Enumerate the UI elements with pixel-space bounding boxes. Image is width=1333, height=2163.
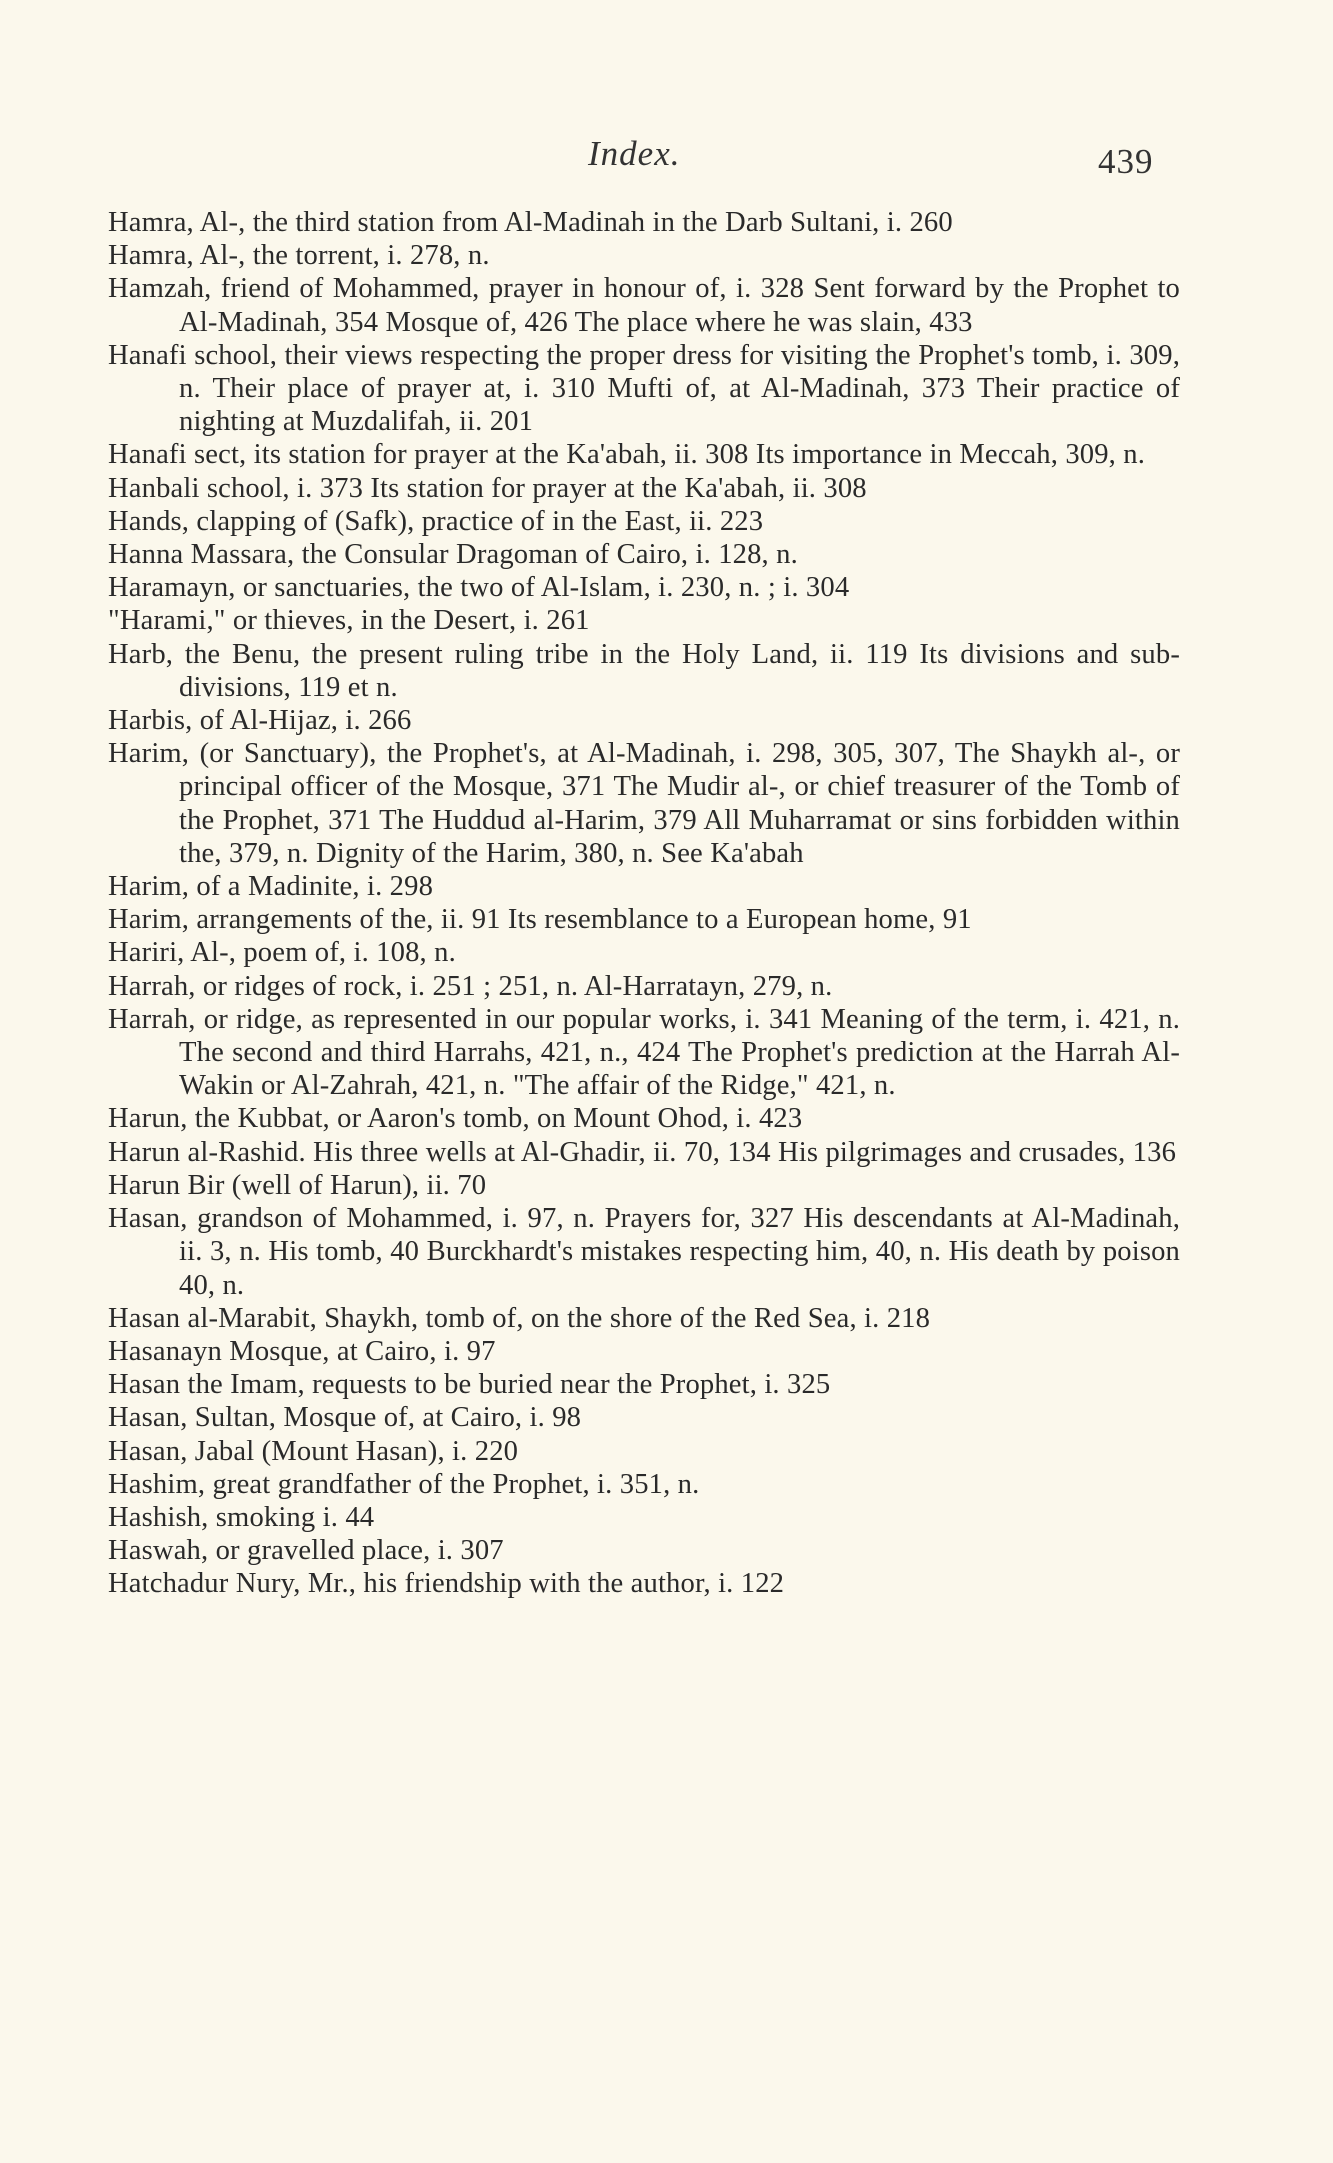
index-entry: Harim, of a Madinite, i. 298: [108, 871, 434, 903]
index-entry: Harim, (or Sanctuary), the Prophet's, at Al-Madinah, i. 298, 305, 307, The Shaykh al-, or principal officer of the Mosque, 371 The Mudir al-, or chief treasurer of the Tomb of the Prophet, 371 The Huddud al-Harim, 379 All Muharramat or sins forbidden within the, 379, n. Dignity of the Harim, 380, n. See Ka'abah: [108, 738, 1180, 869]
index-entry: Hanbali school, i. 373 Its station for prayer at the Ka'abah, ii. 308: [108, 472, 867, 504]
index-entry: Hatchadur Nury, Mr., his friendship with the author, i. 122: [108, 1568, 785, 1600]
index-entry: Hamzah, friend of Mohammed, prayer in honour of, i. 328 Sent forward by the Prophet to Al-Madinah, 354 Mosque of, 426 The place where he was slain, 433: [108, 273, 1180, 338]
index-entry: Hanna Massara, the Consular Dragoman of Cairo, i. 128, n.: [108, 539, 798, 571]
index-entry: Hands, clapping of (Safk), practice of in the East, ii. 223: [108, 505, 764, 537]
index-entry: Hashish, smoking i. 44: [108, 1501, 375, 1533]
index-entry: Harrah, or ridges of rock, i. 251 ; 251, n. Al-Harratayn, 279, n.: [108, 970, 833, 1002]
index-entry: Hamra, Al-, the torrent, i. 278, n.: [108, 240, 490, 272]
index-entry: Hasan the Imam, requests to be buried near the Prophet, i. 325: [108, 1369, 831, 1401]
page-number: 439: [1098, 142, 1154, 181]
index-entry: Hariri, Al-, poem of, i. 108, n.: [108, 937, 456, 969]
index-entry: "Harami," or thieves, in the Desert, i. 261: [108, 605, 590, 637]
index-entry: Harb, the Benu, the present ruling tribe in the Holy Land, ii. 119 Its divisions and sub-divisions, 119 et n.: [108, 638, 1180, 703]
index-entries: [108, 206, 1180, 1601]
index-entry: Hamra, Al-, the third station from Al-Madinah in the Darb Sultani, i. 260: [108, 207, 953, 238]
index-entry: Hasanayn Mosque, at Cairo, i. 97: [108, 1335, 496, 1367]
index-entry: Haswah, or gravelled place, i. 307: [108, 1535, 504, 1567]
index-entry: Harbis, of Al-Hijaz, i. 266: [108, 705, 412, 737]
index-entry: Hasan, Jabal (Mount Hasan), i. 220: [108, 1435, 519, 1467]
index-entry: Hanafi school, their views respecting the proper dress for visiting the Prophet's tomb, i. 309, n. Their place of prayer at, i. 310 Mufti of, at Al-Madinah, 373 Their practice of nighting at Muzdalifah, ii. 201: [108, 339, 1180, 438]
index-entry: Harun al-Rashid. His three wells at Al-Ghadir, ii. 70, 134 His pilgrimages and crusades, 136: [108, 1136, 1177, 1168]
index-entry: Hasan, Sultan, Mosque of, at Cairo, i. 98: [108, 1402, 582, 1434]
index-entry: Hanafi sect, its station for prayer at the Ka'abah, ii. 308 Its importance in Meccah, 309, n.: [108, 439, 1146, 471]
index-entry: Harun Bir (well of Harun), ii. 70: [108, 1169, 487, 1201]
index-entry: Haramayn, or sanctuaries, the two of Al-Islam, i. 230, n. ; i. 304: [108, 572, 850, 604]
index-entry: Hasan, grandson of Mohammed, i. 97, n. Prayers for, 327 His descendants at Al-Madinah, ii. 3, n. His tomb, 40 Burckhardt's mistakes respecting him, 40, n. His death by poison 40, n.: [108, 1203, 1180, 1301]
page-title: Index.: [588, 134, 681, 173]
index-entry: Harim, arrangements of the, ii. 91 Its resemblance to a European home, 91: [108, 904, 972, 936]
index-entry: Harun, the Kubbat, or Aaron's tomb, on Mount Ohod, i. 423: [108, 1103, 803, 1135]
index-entry: Hasan al-Marabit, Shaykh, tomb of, on the shore of the Red Sea, i. 218: [108, 1302, 931, 1334]
index-entry: Hashim, great grandfather of the Prophet, i. 351, n.: [108, 1468, 700, 1500]
index-entry: Harrah, or ridge, as represented in our popular works, i. 341 Meaning of the term, i. 421, n. The second and third Harrahs, 421, n., 424 The Prophet's prediction at the Harrah Al-Wakin or Al-Zahrah, 421, n. "The affair of the Ridge," 421, n.: [108, 1003, 1180, 1102]
running-head: [0, 134, 1333, 184]
